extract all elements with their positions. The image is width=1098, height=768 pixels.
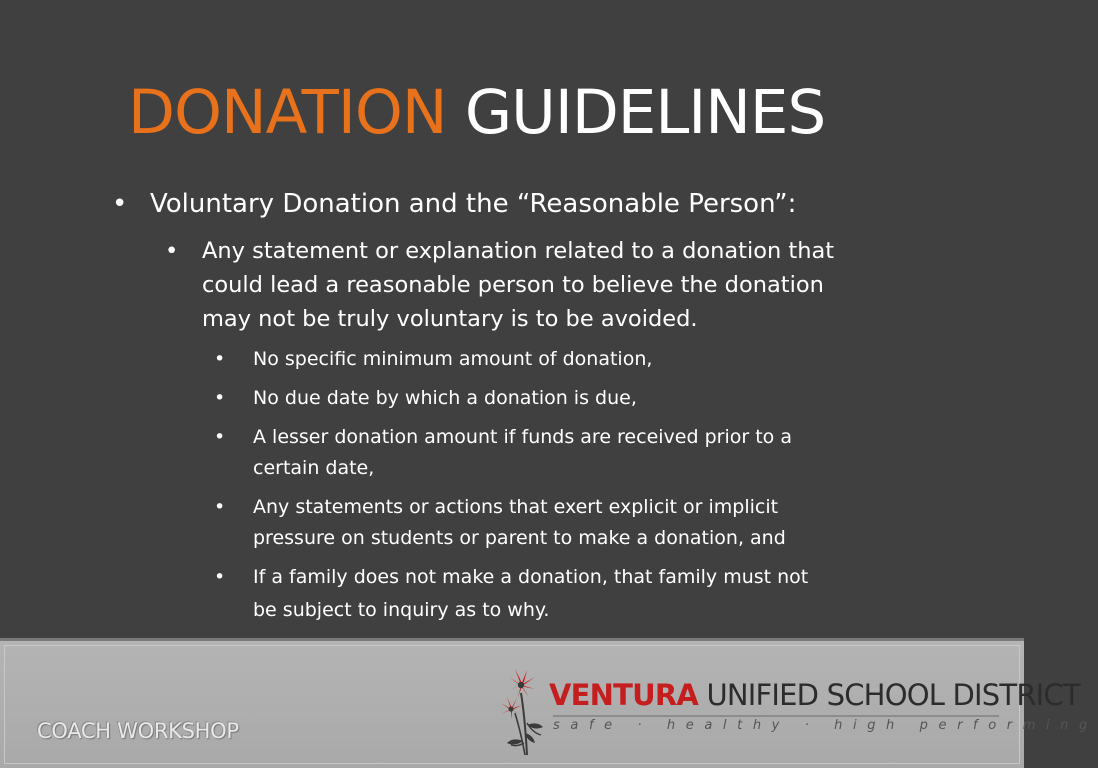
- district-logo: [497, 663, 1098, 763]
- list-item-level3: A lesser donation amount if funds are received prior to a: [253, 426, 792, 448]
- district-tagline: safe · healthy · high performing: [553, 718, 1098, 733]
- bullet-icon: •: [214, 387, 226, 409]
- bullet-icon: •: [214, 348, 226, 370]
- flower-icon: [497, 663, 549, 757]
- bullet-icon: •: [214, 496, 226, 518]
- district-name: [549, 678, 1080, 712]
- footer-bar: [0, 638, 1098, 768]
- list-item-level3: Any statements or actions that exert explicit or implicit: [253, 496, 779, 518]
- list-item-level2-line: may not be truly voluntary is to be avoided.: [202, 306, 698, 332]
- list-item-level1: Voluntary Donation and the “Reasonable Person”:: [150, 189, 797, 219]
- list-item-level3-cont: certain date,: [253, 457, 375, 479]
- district-name-rest: UNIFIED SCHOOL DISTRICT: [698, 678, 1080, 712]
- list-item-level3: No specific minimum amount of donation,: [253, 348, 653, 370]
- list-item-level3-cont: be subject to inquiry as to why.: [253, 599, 550, 621]
- bullet-icon: •: [112, 189, 128, 219]
- list-item-level2-line: Any statement or explanation related to a donation that: [202, 238, 835, 264]
- bullet-icon: •: [214, 566, 226, 588]
- list-item-level3: No due date by which a donation is due,: [253, 387, 637, 409]
- workshop-label: COACH WORKSHOP: [37, 719, 239, 743]
- title-accent: DONATION: [128, 77, 447, 148]
- bullet-icon: •: [214, 426, 226, 448]
- title-rest: GUIDELINES: [464, 77, 826, 148]
- list-item-level3: If a family does not make a donation, that family must not: [253, 566, 809, 588]
- logo-divider: [553, 715, 999, 717]
- bullet-icon: •: [165, 238, 179, 264]
- list-item-level3-cont: pressure on students or parent to make a donation, and: [253, 527, 786, 549]
- list-item-level2-line: could lead a reasonable person to believe the donation: [202, 272, 824, 298]
- district-name-first: VENTURA: [549, 678, 699, 712]
